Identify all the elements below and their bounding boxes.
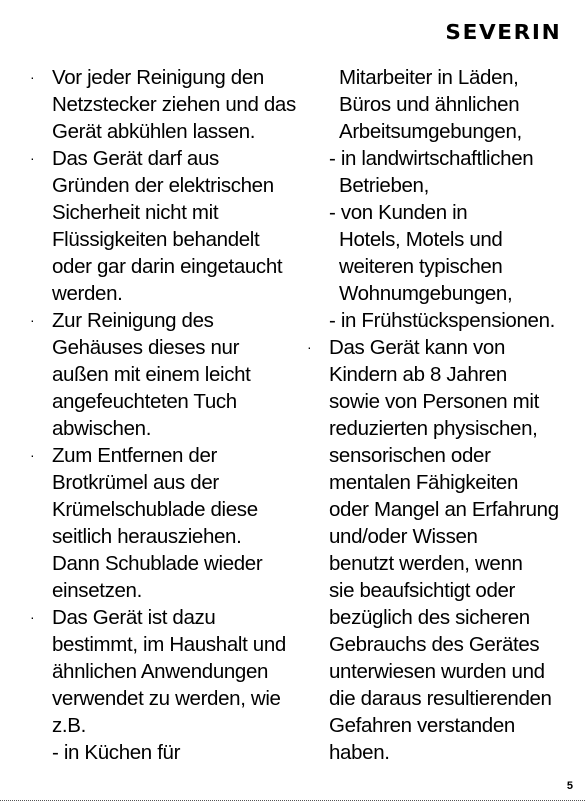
text-line — [30, 172, 292, 199]
text-line — [307, 685, 567, 712]
text-line — [307, 523, 567, 550]
line-text: weiteren typischen — [339, 255, 503, 278]
line-text: einsetzen. — [52, 579, 142, 602]
line-text: Büros und ähnlichen — [339, 93, 520, 116]
text-line — [30, 307, 292, 334]
text-line — [30, 442, 292, 469]
text-line — [30, 550, 292, 577]
line-text: angefeuchteten Tuch — [52, 390, 237, 413]
line-text: haben. — [329, 741, 390, 764]
text-line — [307, 442, 567, 469]
text-line — [307, 388, 567, 415]
line-text: reduzierten physischen, — [329, 417, 538, 440]
bullet-text: Das Gerät darf aus — [52, 147, 219, 170]
text-line — [307, 361, 567, 388]
line-text: ähnlichen Anwendungen — [52, 660, 269, 683]
line-text: z.B. — [52, 714, 86, 737]
text-line — [307, 145, 567, 172]
footer-divider — [0, 800, 585, 801]
line-text: - in Küchen für — [52, 741, 181, 764]
line-text: mentalen Fähigkeiten — [329, 471, 519, 494]
line-text: außen mit einem leicht — [52, 363, 251, 386]
line-text: Brotkrümel aus der — [52, 471, 219, 494]
left-column — [30, 64, 296, 766]
text-line — [30, 280, 292, 307]
brand-logo: SEVERIN — [445, 20, 561, 44]
text-line — [30, 388, 292, 415]
text-line — [30, 415, 292, 442]
line-text: oder Mangel an Erfahrung — [329, 498, 559, 521]
text-line — [30, 91, 296, 118]
line-text: Sicherheit nicht mit — [52, 201, 219, 224]
text-line — [307, 415, 567, 442]
text-line — [307, 226, 567, 253]
text-line — [307, 199, 567, 226]
line-text: Gefahren verstanden — [329, 714, 515, 737]
line-text: sowie von Personen mit — [329, 390, 539, 413]
text-line — [307, 307, 567, 334]
line-text: Kindern ab 8 Jahren — [329, 363, 507, 386]
page-number: 5 — [566, 780, 573, 792]
line-text: benutzt werden, wenn — [329, 552, 523, 575]
right-column — [307, 64, 567, 766]
text-line — [30, 64, 292, 91]
bullet-icon: · — [30, 69, 35, 85]
line-text: Mitarbeiter in Läden, — [339, 66, 519, 89]
text-line — [30, 712, 292, 739]
bullet-icon: · — [30, 150, 35, 166]
bullet-icon: · — [30, 447, 35, 463]
text-line — [30, 145, 292, 172]
line-text: bestimmt, im Haushalt und — [52, 633, 286, 656]
line-text: - in Frühstückspensionen. — [329, 309, 555, 332]
text-line — [30, 523, 292, 550]
line-text: sensorischen oder — [329, 444, 491, 467]
line-text: Arbeitsumgebungen, — [339, 120, 522, 143]
text-line — [30, 253, 292, 280]
text-line — [30, 577, 292, 604]
line-text: verwendet zu werden, wie — [52, 687, 281, 710]
bullet-icon: · — [30, 312, 35, 328]
bullet-text: Zur Reinigung des — [52, 309, 214, 332]
text-line — [307, 631, 567, 658]
line-text: Gebrauchs des Gerätes — [329, 633, 540, 656]
bullet-text: Vor jeder Reinigung den — [52, 66, 264, 89]
text-line — [307, 469, 567, 496]
text-line — [30, 199, 292, 226]
line-text: unterwiesen wurden und — [329, 660, 545, 683]
text-line — [30, 334, 292, 361]
line-text: seitlich herausziehen. — [52, 525, 242, 548]
text-line — [307, 253, 567, 280]
line-text: - von Kunden in — [329, 201, 468, 224]
bullet-icon: · — [307, 339, 312, 355]
bullet-text: Zum Entfernen der — [52, 444, 217, 467]
text-line — [30, 631, 292, 658]
text-line — [30, 604, 292, 631]
text-line — [307, 91, 567, 118]
bullet-text: Das Gerät ist dazu — [52, 606, 216, 629]
text-line — [307, 577, 567, 604]
text-line — [30, 469, 292, 496]
line-text: Wohnumgebungen, — [339, 282, 513, 305]
line-text: werden. — [52, 282, 123, 305]
line-text: Gehäuses dieses nur — [52, 336, 240, 359]
line-text: Gerät abkühlen lassen. — [52, 120, 256, 143]
line-text: Flüssigkeiten behandelt — [52, 228, 260, 251]
text-line — [307, 172, 567, 199]
line-text: Hotels, Motels und — [339, 228, 503, 251]
line-text: bezüglich des sicheren — [329, 606, 530, 629]
line-text: Netzstecker ziehen und das — [52, 93, 296, 116]
line-text: oder gar darin eingetaucht — [52, 255, 283, 278]
line-text: Betrieben, — [339, 174, 429, 197]
line-text: - in landwirtschaftlichen — [329, 147, 534, 170]
text-line — [307, 280, 567, 307]
text-line — [307, 64, 567, 91]
text-line — [30, 226, 292, 253]
line-text: Gründen der elektrischen — [52, 174, 274, 197]
line-text: Krümelschublade diese — [52, 498, 258, 521]
text-line — [307, 739, 567, 766]
line-text: abwischen. — [52, 417, 152, 440]
text-line — [307, 496, 567, 523]
line-text: und/oder Wissen — [329, 525, 478, 548]
text-line — [307, 550, 567, 577]
text-line — [30, 685, 292, 712]
text-line — [307, 712, 567, 739]
text-line — [30, 118, 292, 145]
text-line — [30, 496, 292, 523]
text-line — [30, 658, 292, 685]
text-line — [307, 334, 567, 361]
text-line — [307, 604, 567, 631]
line-text: die daraus resultierenden — [329, 687, 552, 710]
text-line — [307, 118, 567, 145]
text-line — [30, 361, 292, 388]
text-line — [30, 739, 292, 766]
line-text: Dann Schublade wieder — [52, 552, 263, 575]
text-line — [307, 658, 567, 685]
bullet-icon: · — [30, 609, 35, 625]
line-text: sie beaufsichtigt oder — [329, 579, 516, 602]
bullet-text: Das Gerät kann von — [329, 336, 506, 359]
